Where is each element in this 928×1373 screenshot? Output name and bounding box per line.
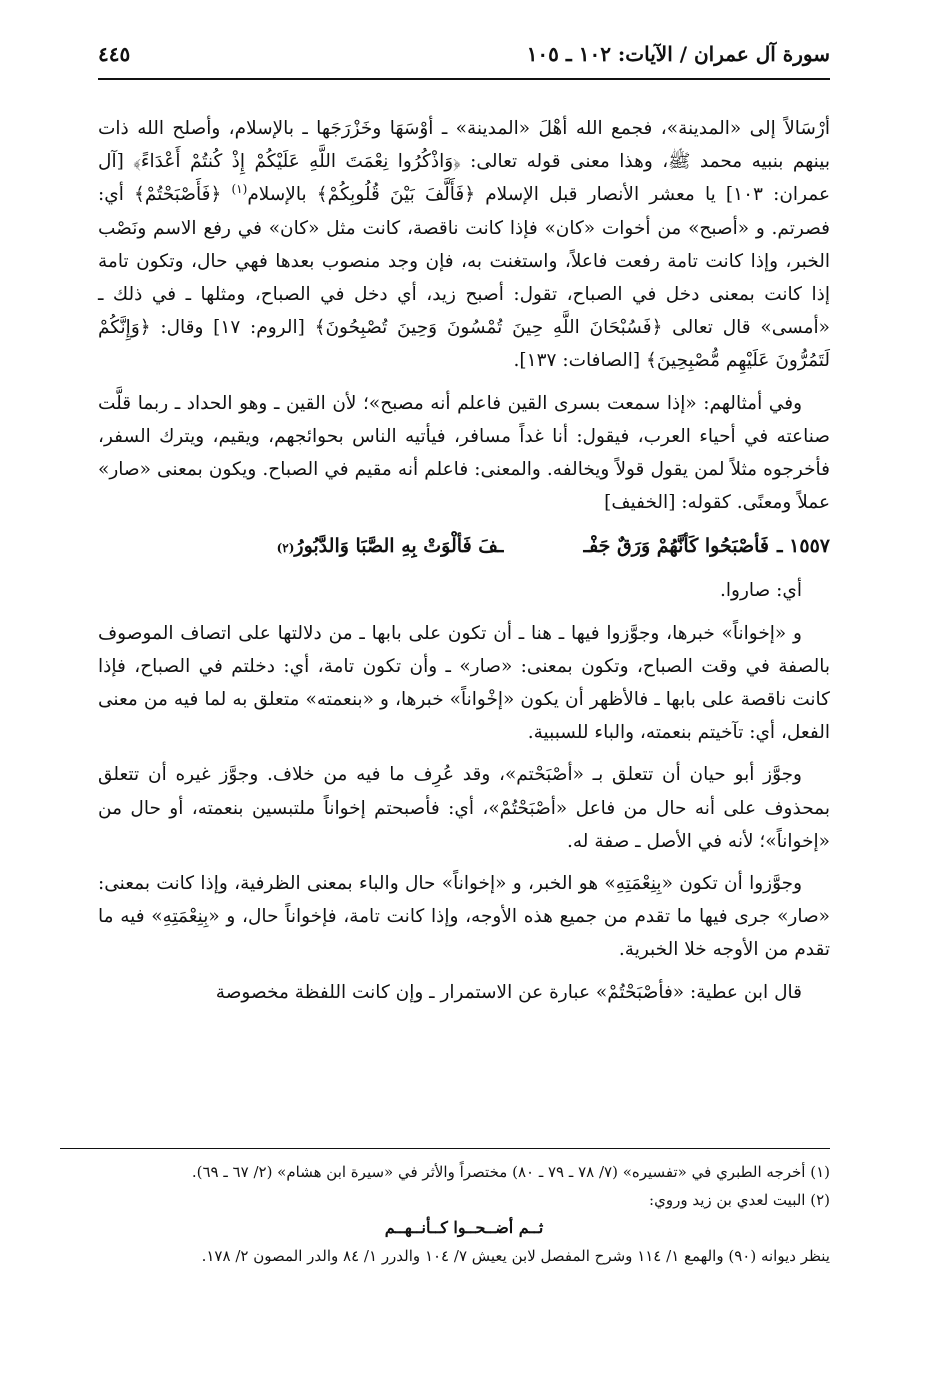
footnote-2-references: ينظر ديوانه (٩٠) والهمع ١/ ١١٤ وشرح المفصل لابن يعيش ٧/ ١٠٤ والدرر ١/ ٨٤ والدر المصون ٢/ ١٧٨.	[201, 1247, 830, 1265]
paragraph-7: قال ابن عطية: «فأصْبَحْتُمْ» عبارة عن الاستمرار ـ وإن كانت اللفظة مخصوصة	[215, 981, 802, 1003]
poetry-verse: ١٥٥٧ ـ فَأصْبَحُوا كَأنَّهُمْ وَرَقٌ جَفْـ ـفَ فَألْوَتْ بِهِ الصَّبَا وَالدَّبُورُ (٢)	[98, 528, 830, 564]
footnote-2: (٢) البيت لعدي بن زيد وروي:	[649, 1191, 830, 1209]
footnote-ref-1: (١)	[231, 182, 248, 197]
main-text	[98, 112, 830, 1018]
verse-number: ١٥٥٧ ـ	[776, 535, 830, 558]
paragraph-3: أي: صاروا.	[720, 580, 802, 602]
paragraph-2: وفي أمثالهم: «إذا سمعت بسرى القين فاعلم أنه مصبح»؛ لأن القين ـ وهو الحداد ـ ربما قلَّت صناعته في أحياء العرب، فيقول: أنا غداً مسافر، فيأتيه الناس بحوائجهم، ويقيم، ويترك السفر، فأخرجوه مثلاً لمن يقول قولاً ويخالفه. والمعنى: فاعلم أنه مقيم في الصباح. ويكون بمعنى «صار» عملاً ومعنًى. كقوله: [الخفيف]	[98, 392, 830, 514]
paragraph-1-continuation: ﴿فَأَصْبَحْتُمْ﴾ أي: فصرتم. و «أصبح» من أخوات «كان» فإذا كانت ناقصة، كانت مثل «كان» في رفع الاسم ونَصْب الخبر، وإذا كانت تامة رفعت فاعلاً، واستغنت به، فإن وجد منصوب بعدها فهي حال، وتكون تامة إذا كانت بمعنى دخل في الصباح، تقول: أصبح زيد، أي دخل في الصباح، ومثلها ـ في ذلك ـ «أمسى» قال تعالى ﴿فَسُبْحَانَ اللَّهِ حِينَ تُمْسُونَ وَحِينَ تُصْبِحُونَ﴾ [الروم: ١٧] وقال: ﴿وَإِنَّكُمْ لَتَمُرُّونَ عَلَيْهِم مُّصْبِحِينَ﴾ [الصافات: ١٣٧].	[98, 184, 830, 372]
paragraph-5: وجوَّز أبو حيان أن تتعلق بـ «أصْبَحْتم»، وقد عُرِف ما فيه من خلاف. وجوَّز غيره أن تتعلق بمحذوف على أنه حال من فاعل «أصْبَحْتُمْ»، أي: فأصبحتم إخواناً ملتبسين بنعمته، أو حال من «إخواناً»؛ لأنه في الأصل ـ صفة له.	[98, 764, 830, 852]
page-number: ٤٤٥	[98, 42, 140, 66]
verse-first-hemistich: فَأصْبَحُوا كَأنَّهُمْ وَرَقٌ جَفْـ	[583, 535, 769, 558]
running-title: سورة آل عمران / الآيات: ١٠٢ ـ ١٠٥	[517, 42, 830, 66]
footnote-2-verse: ثــم أضــحــوا كــأنــهــم	[384, 1218, 544, 1237]
paragraph-1	[98, 112, 830, 378]
page-header	[98, 38, 830, 80]
paragraph-4: و «إخواناً» خبرها، وجوَّزوا فيها ـ هنا ـ أن تكون على بابها ـ من دلالتها على اتصاف الموصوف بالصفة في وقت الصباح، وتكون بمعنى: «صار» ـ وأن تكون تامة، أي: دخلتم في الصباح، فإذا كانت ناقصة على بابها ـ فالأظهر أن يكون «إخْواناً» خبرها، و «بنعمته» متعلق به لما فيه من معنى الفعل، أي: تآخيتم بنعمته، والباء للسببية.	[98, 622, 830, 744]
paragraph-6: وجوَّزوا أن تكون «بِنِعْمَتِهِ» هو الخبر، و «إخواناً» حال والباء بمعنى الظرفية، وإذا كانت بمعنى: «صار» جرى فيها ما تقدم من جميع هذه الأوجه، وإذا كانت تامة، فإخواناً حال، و «بِنِعْمَتِهِ» فيه ما تقدم من الأوجه خلا الخبرية.	[98, 873, 830, 961]
footnotes	[98, 1158, 830, 1270]
footnote-1: (١) أخرجه الطبري في «تفسيره» (٧/ ٧٨ ـ ٧٩ ـ ٨٠) مختصراً والأثر في «سيرة ابن هشام» (٢/ ٦٧ ـ ٦٩).	[191, 1163, 830, 1181]
footnote-divider	[60, 1148, 830, 1149]
verse-second-hemistich: ـفَ فَألْوَتْ بِهِ الصَّبَا وَالدَّبُورُ	[294, 535, 504, 558]
paragraph-1-text: أرْسَالاً إلى «المدينة»، فجمع الله أهْلَ «المدينة» ـ أوْسَهَا وخَزْرَجَها ـ بالإسلام، وأصلح الله ذات بينهم بنبيه محمد ﷺ، وهذا معنى قوله تعالى: ﴿وَاذْكُرُوا نِعْمَتَ اللَّهِ عَلَيْكُمْ إِذْ كُنتُمْ أَعْدَاءً﴾ [آل عمران: ١٠٣] يا معشر الأنصار قبل الإسلام ﴿فَأَلَّفَ بَيْنَ قُلُوبِكُمْ﴾ بالإسلام	[98, 118, 831, 206]
